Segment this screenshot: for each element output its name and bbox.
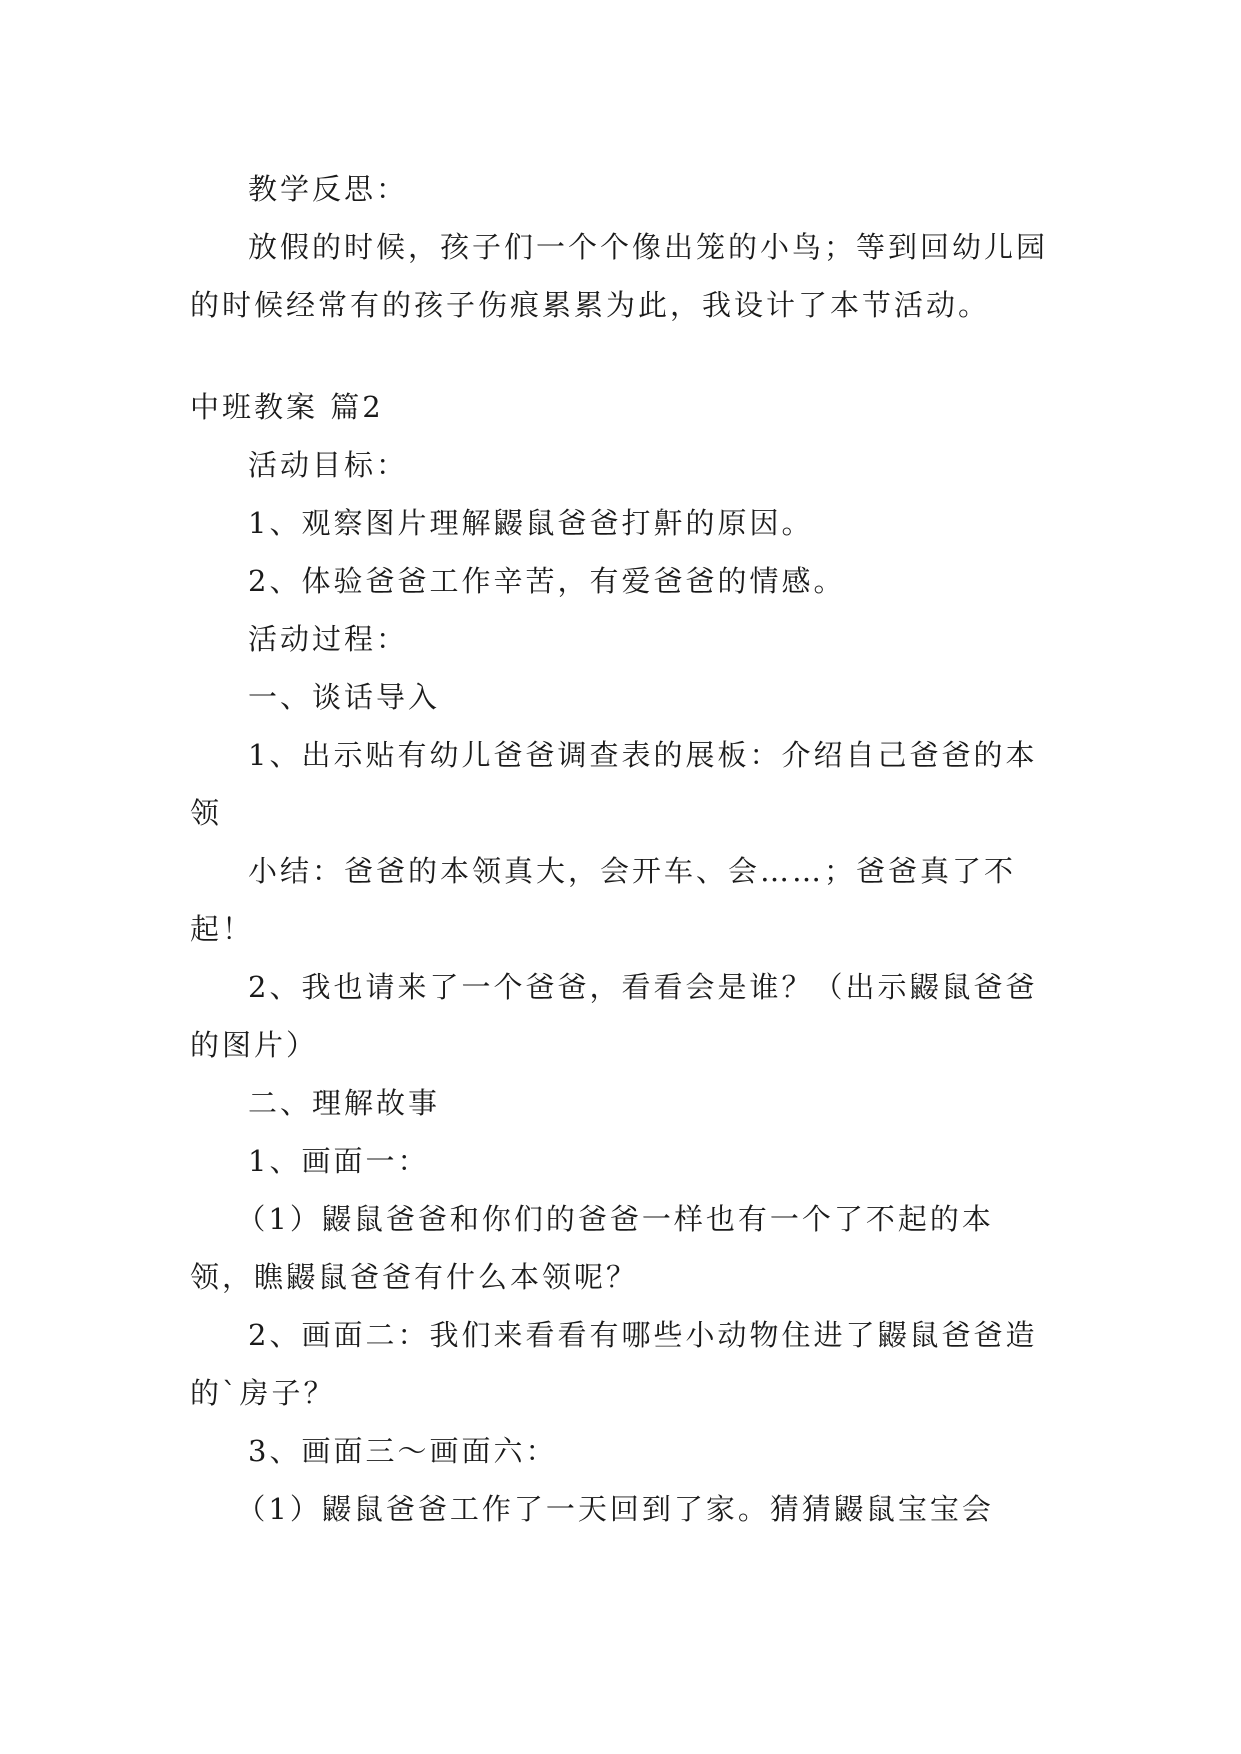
goal-item-2: 2、体验爸爸工作辛苦，有爱爸爸的情感。 — [248, 564, 846, 598]
picture-3-6-question: （1）鼹鼠爸爸工作了一天回到了家。猜猜鼹鼠宝宝会 — [236, 1492, 994, 1526]
picture-1-title: 1、画面一： — [248, 1144, 430, 1178]
summary: 小结：爸爸的本领真大，会开车、会……；爸爸真了不起！ — [190, 854, 1017, 946]
document-body — [190, 160, 1052, 1538]
picture-1-question: （1）鼹鼠爸爸和你们的爸爸一样也有一个了不起的本领，瞧鼹鼠爸爸有什么本领呢？ — [190, 1202, 994, 1294]
step-1: 1、出示贴有幼儿爸爸调查表的展板：介绍自己爸爸的本领 — [190, 738, 1038, 830]
goals-title: 活动目标： — [248, 448, 409, 482]
reflection-body: 放假的时候，孩子们一个个像出笼的小鸟；等到回幼儿园的时候经常有的孩子伤痕累累为此，我设计了本节活动。 — [190, 230, 1049, 322]
goal-item-1: 1、观察图片理解鼹鼠爸爸打鼾的原因。 — [248, 506, 814, 540]
process-title: 活动过程： — [248, 622, 409, 656]
picture-2: 2、画面二：我们来看看有哪些小动物住进了鼹鼠爸爸造的`房子？ — [190, 1318, 1038, 1410]
reflection-title: 教学反思： — [248, 172, 409, 206]
part-2-title: 二、理解故事 — [248, 1086, 441, 1120]
step-2: 2、我也请来了一个爸爸，看看会是谁？（出示鼹鼠爸爸的图片） — [190, 970, 1038, 1062]
picture-3-6-title: 3、画面三～画面六： — [248, 1434, 558, 1468]
section-heading: 中班教案 篇2 — [190, 390, 384, 424]
part-1-title: 一、谈话导入 — [248, 680, 441, 714]
